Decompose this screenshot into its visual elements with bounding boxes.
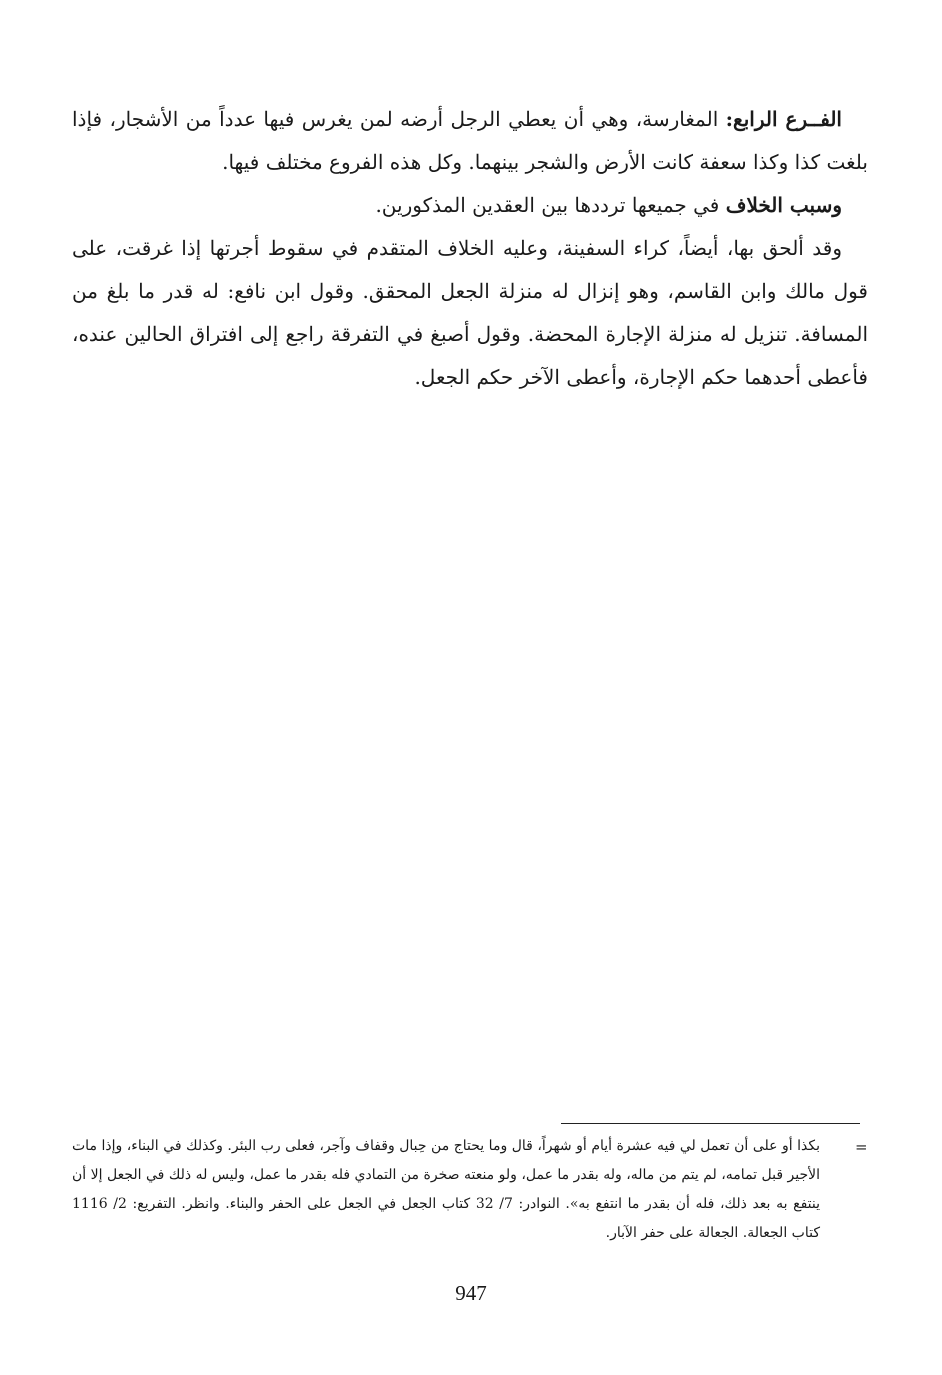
paragraph-text: وقد ألحق بها، أيضاً، كراء السفينة، وعليه الخلاف المتقدم في سقوط أجرتها إذا غرقت، على قول مالك وابن القاسم، وهو إنزال له منزلة الجعل المحقق. وقول ابن نافع: له قدر ما بلغ من المسافة. تنزيل له منزلة الإجارة المحضة. وقول أصبغ في التفرقة راجع إلى افتراق الحالين عنده، فأعطى أحدهما حكم الإجارة، وأعطى الآخر حكم الجعل. <box>72 236 868 389</box>
paragraph-reason-of-dispute <box>72 184 868 227</box>
footnote-separator-line <box>561 1123 860 1124</box>
paragraph-heading-term: الفــرع الرابع: <box>725 107 842 131</box>
paragraph-ship-hire <box>72 227 868 399</box>
page-number: 947 <box>455 1281 487 1305</box>
paragraph-text: المغارسة، وهي أن يعطي الرجل أرضه لمن يغرس فيها عدداً من الأشجار، فإذا بلغت كذا وكذا سعفة كانت الأرض والشجر بينهما. وكل هذه الفروع مختلف فيها. <box>72 107 868 174</box>
main-body-text <box>72 98 868 399</box>
paragraph-heading-term: وسبب الخلاف <box>725 193 842 217</box>
paragraph-fourth-branch <box>72 98 868 184</box>
footnote-text: بكذا أو على أن تعمل لي فيه عشرة أيام أو شهراً، قال وما يحتاج من حِبال وقفاف وآجر، فعلى رب البئر. وكذلك في البناء، وإذا مات الأجير قبل تمامه، لم يتم من ماله، وله بقدر ما عمل، ولو منعته صخرة من التمادي فله بقدر ما عمل، وليس له ذلك في الجعل إلا أن ينتفع به بعد ذلك، فله أن بقدر ما انتفع به». النوادر: 7/ 32 كتاب الجعل في الجعل على الحفر والبناء. وانظر. التفريع: 2/ 1116 كتاب الجعالة. الجعالة على حفر الآبار. <box>72 1138 821 1241</box>
footnote-continuation-marker: = <box>855 1138 868 1156</box>
paragraph-text: في جميعها ترددها بين العقدين المذكورين. <box>375 193 726 217</box>
